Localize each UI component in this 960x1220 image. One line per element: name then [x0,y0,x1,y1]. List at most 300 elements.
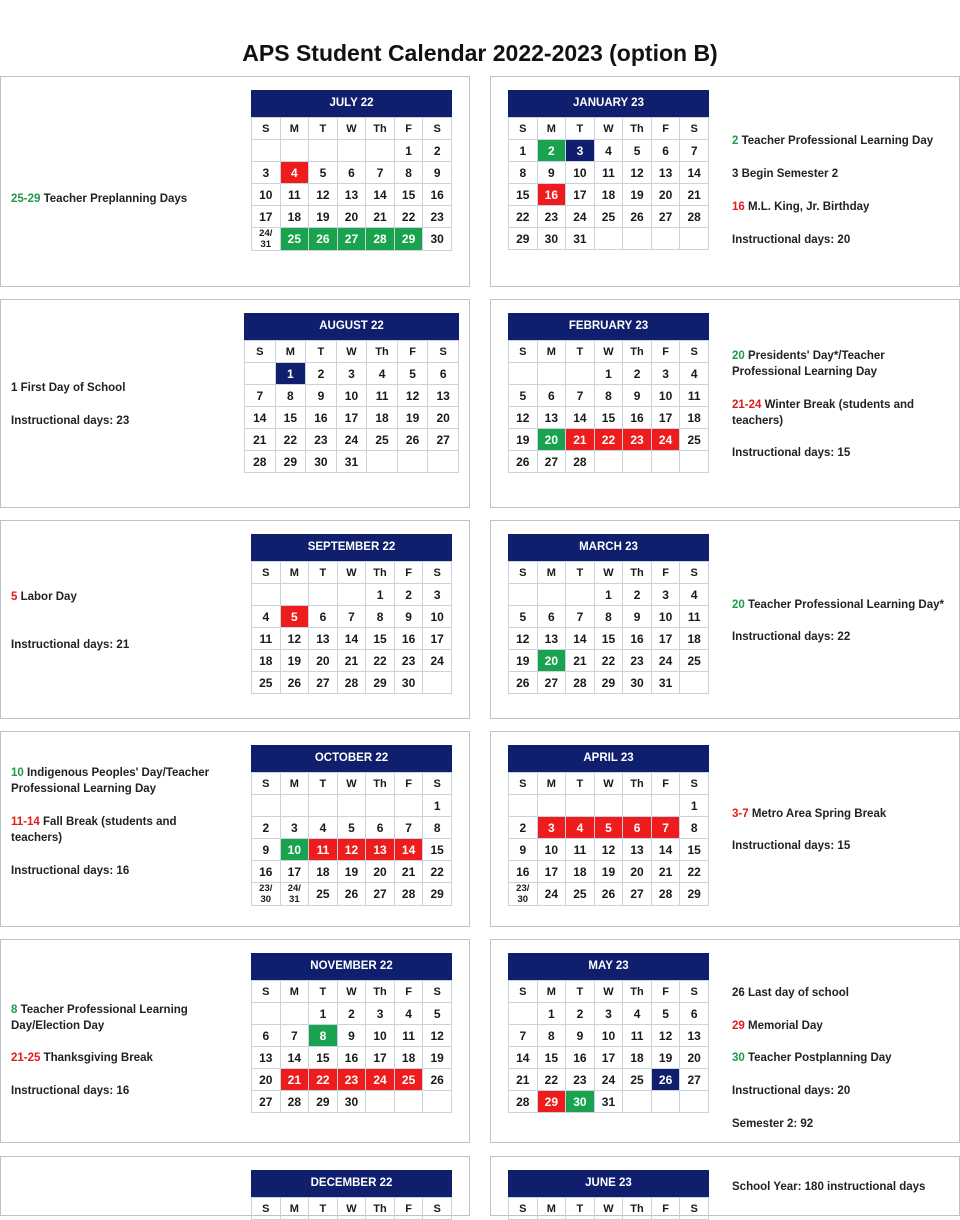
day-cell [680,228,709,250]
week-row [245,407,459,429]
weekday-label: S [509,118,538,140]
note [11,413,236,429]
day-cell: 20 [366,861,395,883]
day-cell: 13 [537,407,566,429]
day-cell: 10 [651,385,680,407]
day-cell: 23/ 30 [509,883,538,906]
day-cell: 25 [309,883,338,906]
week-row [252,795,452,817]
day-cell: 15 [594,407,623,429]
week-row [509,606,709,628]
day-cell: 28 [337,672,366,694]
week-row [509,407,709,429]
weekday-label: M [537,1198,566,1220]
note-text: Begin Semester 2 [738,168,839,180]
note-text: Teacher Professional Learning Day/Election Day [11,1004,188,1032]
day-cell: 6 [537,606,566,628]
day-cell: 10 [252,184,281,206]
day-cell: 16 [566,1047,595,1069]
day-cell: 22 [423,861,452,883]
day-cell: 21 [394,861,423,883]
note [732,1179,957,1195]
day-cell: 11 [252,628,281,650]
day-cell: 29 [537,1091,566,1113]
note-text: Teacher Postplanning Day [744,1052,892,1064]
day-cell: 21 [509,1069,538,1091]
day-cell: 26 [280,672,309,694]
weekday-label: Th [366,118,395,140]
day-cell: 25 [594,206,623,228]
calendar-december [251,1170,452,1220]
note-text: Metro Area Spring Break [748,808,887,820]
note [732,348,912,380]
week-row [509,817,709,839]
day-cell: 25 [680,650,709,672]
week-row [245,451,459,473]
day-cell [309,140,338,162]
day-cell: 27 [366,883,395,906]
week-row [509,385,709,407]
note-date: 29 [732,1020,745,1032]
day-cell: 24 [537,883,566,906]
week-row [252,817,452,839]
weekday-label: M [537,341,566,363]
note-text: Memorial Day [744,1020,823,1032]
day-cell [366,795,395,817]
day-cell: 10 [366,1025,395,1047]
note-text: Instructional days: 15 [732,840,851,852]
note-text: Fall Break (students and teachers) [11,816,177,844]
day-cell: 10 [594,1025,623,1047]
week-row [245,429,459,451]
note [11,589,236,605]
day-cell [623,1091,652,1113]
day-cell: 25 [394,1069,423,1091]
week-row [245,363,459,385]
day-cell: 17 [366,1047,395,1069]
weekday-label: W [594,981,623,1003]
day-cell: 15 [680,839,709,861]
weekday-label: T [566,562,595,584]
day-cell: 30 [337,1091,366,1113]
week-row [252,650,452,672]
weekday-label: T [566,981,595,1003]
weekday-label: S [509,773,538,795]
day-cell [566,584,595,606]
day-cell: 15 [366,628,395,650]
day-cell [594,451,623,473]
calendar-april [508,745,709,906]
day-cell: 22 [509,206,538,228]
day-cell: 4 [623,1003,652,1025]
weekday-label: Th [366,773,395,795]
weekday-label: Th [367,341,398,363]
day-cell [623,795,652,817]
day-cell: 26 [423,1069,452,1091]
week-row [509,584,709,606]
day-cell: 5 [423,1003,452,1025]
day-cell: 18 [566,861,595,883]
weekday-label: T [309,981,338,1003]
day-cell [566,795,595,817]
day-cell [423,672,452,694]
weekday-label: Th [623,1198,652,1220]
weekday-label: M [537,118,566,140]
note [732,1116,957,1132]
week-row [252,861,452,883]
day-cell: 5 [397,363,428,385]
weekday-label: S [680,562,709,584]
day-cell: 21 [280,1069,309,1091]
note-text: Teacher Preplanning Days [40,193,188,205]
week-row [509,228,709,250]
day-cell: 15 [594,628,623,650]
day-cell: 12 [337,839,366,861]
weekday-label: S [428,341,459,363]
day-cell: 9 [566,1025,595,1047]
month-grid [508,340,709,473]
weekday-label: T [309,118,338,140]
day-cell: 18 [394,1047,423,1069]
week-row [509,861,709,883]
day-cell: 23/ 30 [252,883,281,906]
day-cell: 2 [306,363,337,385]
weekday-label: M [275,341,306,363]
day-cell: 18 [367,407,398,429]
day-cell: 24 [336,429,367,451]
day-cell: 3 [252,162,281,184]
day-cell: 26 [623,206,652,228]
weekday-label: S [509,562,538,584]
day-cell [509,363,538,385]
note-date: 3 [732,168,739,180]
day-cell [623,228,652,250]
week-row [509,1047,709,1069]
day-cell: 4 [594,140,623,162]
day-cell: 31 [651,672,680,694]
day-cell: 3 [594,1003,623,1025]
day-cell: 7 [566,606,595,628]
day-cell: 12 [509,628,538,650]
weekday-label: S [680,118,709,140]
day-cell: 7 [566,385,595,407]
day-cell: 21 [566,650,595,672]
day-cell: 23 [537,206,566,228]
month-grid [251,561,452,694]
note-text: Teacher Professional Learning Day* [744,599,944,611]
note [732,838,957,854]
day-cell [537,795,566,817]
day-cell: 17 [651,628,680,650]
day-cell: 28 [651,883,680,906]
day-cell: 22 [594,429,623,451]
week-row [509,1069,709,1091]
day-cell: 17 [594,1047,623,1069]
day-cell [680,672,709,694]
month-grid [244,340,459,473]
day-cell: 20 [337,206,366,228]
day-cell: 2 [566,1003,595,1025]
day-cell: 28 [680,206,709,228]
weekday-label: M [280,1198,309,1220]
note-date: 30 [732,1052,745,1064]
weekday-label: W [337,562,366,584]
day-cell [309,795,338,817]
day-cell: 17 [537,861,566,883]
day-cell: 19 [280,650,309,672]
day-cell: 20 [309,650,338,672]
weekday-label: Th [623,118,652,140]
day-cell: 12 [397,385,428,407]
weekday-label: S [245,341,276,363]
day-cell: 24/ 31 [280,883,309,906]
day-cell: 16 [252,861,281,883]
day-cell: 10 [537,839,566,861]
note [732,985,957,1001]
day-cell: 22 [275,429,306,451]
note [732,199,957,215]
weekday-label: Th [623,562,652,584]
weekday-label: T [566,118,595,140]
month-grid [251,1197,452,1220]
day-cell: 27 [537,672,566,694]
day-cell: 6 [680,1003,709,1025]
day-cell: 14 [280,1047,309,1069]
week-row [252,1069,452,1091]
calendar-may [508,953,709,1113]
week-row [509,650,709,672]
week-row [509,451,709,473]
day-cell [280,1003,309,1025]
month-header: AUGUST 22 [244,313,459,340]
day-cell: 2 [394,584,423,606]
weekday-label: F [397,341,428,363]
note [11,191,241,207]
day-cell: 28 [566,451,595,473]
note-text: Indigenous Peoples' Day/Teacher Professional Learning Day [11,767,210,795]
weekday-label: F [651,118,680,140]
day-cell: 1 [537,1003,566,1025]
day-cell: 7 [680,140,709,162]
note-date: 20 [732,599,745,611]
day-cell: 10 [280,839,309,861]
weekday-label: F [394,773,423,795]
week-row [509,363,709,385]
note-text: School Year: 180 instructional days [732,1181,926,1193]
note-text: Labor Day [17,591,77,603]
day-cell: 5 [594,817,623,839]
note-date: 21-25 [11,1052,41,1064]
day-cell: 14 [394,839,423,861]
day-cell: 9 [252,839,281,861]
day-cell: 19 [397,407,428,429]
day-cell: 12 [594,839,623,861]
day-cell: 15 [309,1047,338,1069]
day-cell: 23 [423,206,452,228]
day-cell: 5 [509,606,538,628]
day-cell: 30 [537,228,566,250]
day-cell: 1 [423,795,452,817]
day-cell [509,584,538,606]
day-cell [566,363,595,385]
day-cell: 13 [651,162,680,184]
note-text: Thanksgiving Break [40,1052,153,1064]
day-cell [394,1091,423,1113]
calendar-august [244,313,459,473]
day-cell: 23 [623,429,652,451]
day-cell: 9 [623,385,652,407]
week-row [509,672,709,694]
month-grid [508,980,709,1113]
day-cell: 6 [366,817,395,839]
day-cell: 14 [566,407,595,429]
day-cell: 18 [309,861,338,883]
day-cell: 3 [566,140,595,162]
day-cell: 27 [309,672,338,694]
day-cell: 11 [680,606,709,628]
day-cell: 8 [594,385,623,407]
week-row [252,162,452,184]
day-cell [337,795,366,817]
day-cell: 15 [537,1047,566,1069]
note [11,863,236,879]
month-header: OCTOBER 22 [251,745,452,772]
note-date: 8 [11,1004,18,1016]
day-cell: 22 [366,650,395,672]
day-cell: 2 [337,1003,366,1025]
day-cell [537,363,566,385]
weekday-label: S [423,1198,452,1220]
day-cell: 23 [337,1069,366,1091]
day-cell: 25 [252,672,281,694]
day-cell: 8 [423,817,452,839]
day-cell: 31 [336,451,367,473]
week-row [509,1003,709,1025]
note-text: Last day of school [744,987,849,999]
note-date: 20 [732,350,745,362]
day-cell: 20 [252,1069,281,1091]
week-row [245,385,459,407]
day-cell: 25 [566,883,595,906]
weekday-label: F [394,562,423,584]
day-cell: 16 [509,861,538,883]
day-cell: 5 [309,162,338,184]
day-cell [623,451,652,473]
page-title: APS Student Calendar 2022-2023 (option B) [242,40,718,66]
day-cell: 25 [280,228,309,251]
day-cell: 16 [537,184,566,206]
week-row [252,1047,452,1069]
day-cell: 13 [428,385,459,407]
week-row [252,606,452,628]
weekday-label: Th [623,773,652,795]
day-cell [367,451,398,473]
day-cell: 29 [394,228,423,251]
month-header: JANUARY 23 [508,90,709,117]
day-cell: 11 [394,1025,423,1047]
weekday-label: S [252,981,281,1003]
week-row [509,140,709,162]
weekday-label: S [252,562,281,584]
note [11,1050,236,1066]
note [732,1018,957,1034]
day-cell: 30 [394,672,423,694]
day-cell: 11 [594,162,623,184]
day-cell [651,1091,680,1113]
day-cell: 1 [680,795,709,817]
day-cell: 2 [252,817,281,839]
day-cell: 17 [336,407,367,429]
note-text: Instructional days: 20 [732,1085,851,1097]
day-cell: 11 [566,839,595,861]
day-cell: 14 [245,407,276,429]
note [732,232,957,248]
day-cell: 1 [509,140,538,162]
day-cell [651,451,680,473]
week-row [252,1003,452,1025]
day-cell: 24 [566,206,595,228]
week-row [509,795,709,817]
day-cell: 4 [566,817,595,839]
calendar-march [508,534,709,694]
day-cell: 20 [680,1047,709,1069]
day-cell: 9 [537,162,566,184]
day-cell: 20 [623,861,652,883]
month-header: APRIL 23 [508,745,709,772]
day-cell: 15 [509,184,538,206]
weekday-label: W [594,773,623,795]
day-cell [280,584,309,606]
day-cell: 21 [337,650,366,672]
weekday-label: S [423,773,452,795]
note [732,806,957,822]
week-row [252,140,452,162]
month-grid [251,980,452,1113]
day-cell [509,795,538,817]
day-cell: 13 [309,628,338,650]
week-row [509,206,709,228]
day-cell: 24/ 31 [252,228,281,251]
day-cell: 9 [423,162,452,184]
day-cell: 4 [367,363,398,385]
day-cell: 3 [280,817,309,839]
day-cell: 9 [306,385,337,407]
day-cell: 22 [537,1069,566,1091]
day-cell: 30 [566,1091,595,1113]
weekday-label: F [651,1198,680,1220]
note-text: Instructional days: 16 [11,865,130,877]
day-cell: 26 [651,1069,680,1091]
note-text: Instructional days: 23 [11,415,130,427]
note-date: 26 [732,987,745,999]
day-cell: 1 [394,140,423,162]
note [732,166,957,182]
weekday-label: W [594,341,623,363]
day-cell: 1 [309,1003,338,1025]
day-cell [680,1091,709,1113]
weekday-label: T [309,1198,338,1220]
weekday-label: M [280,118,309,140]
day-cell: 9 [623,606,652,628]
weekday-label: W [337,118,366,140]
day-cell: 18 [594,184,623,206]
calendar-june [508,1170,709,1220]
day-cell: 29 [275,451,306,473]
weekday-label: Th [366,981,395,1003]
day-cell: 27 [537,451,566,473]
note [732,133,957,149]
month-header: NOVEMBER 22 [251,953,452,980]
